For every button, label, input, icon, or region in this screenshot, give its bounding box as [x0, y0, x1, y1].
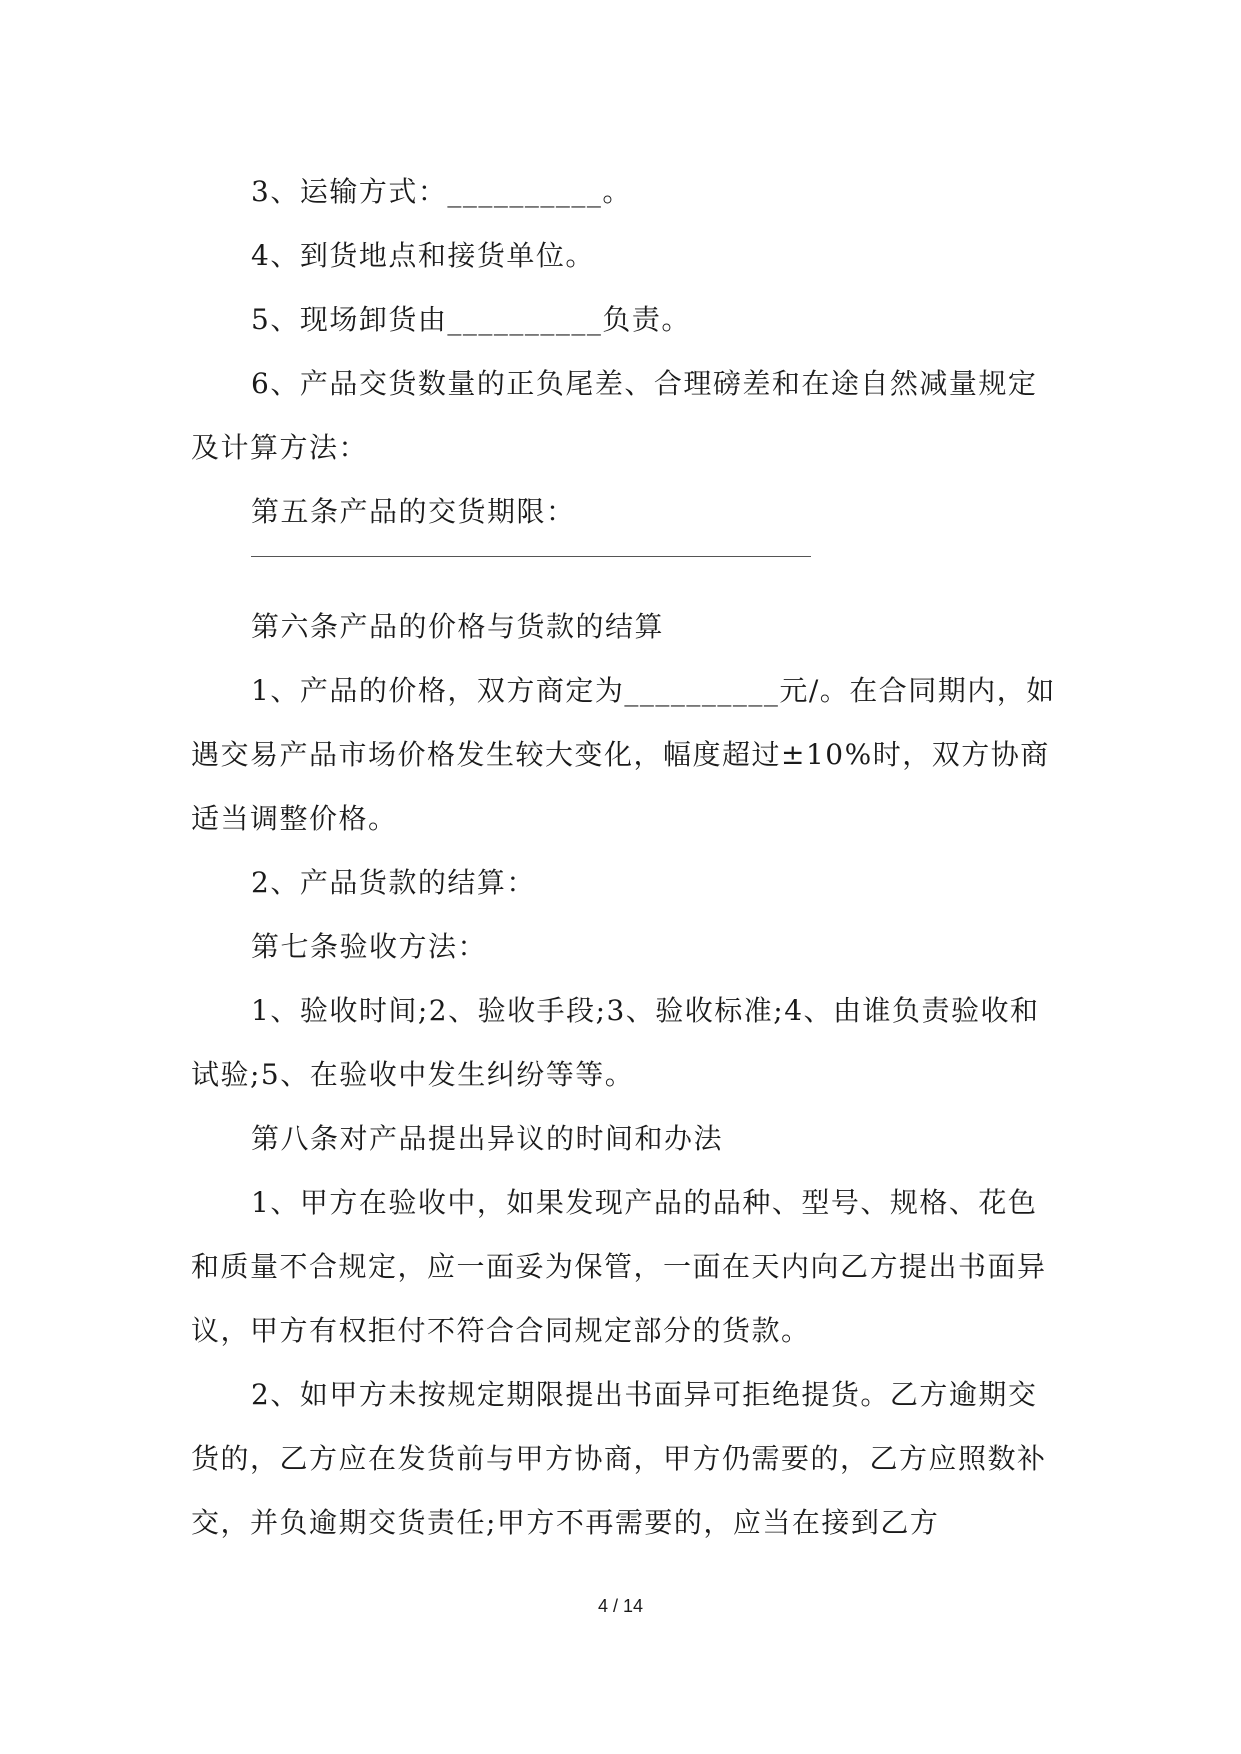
paragraph-objection-2: 2、如甲方未按规定期限提出书面异可拒绝提货。乙方逾期交货的，乙方应在发货前与甲方协商，甲方仍需要的，乙方应照数补交，并负逾期交货责任;甲方不再需要的，应当在接到乙方	[191, 1378, 1047, 1539]
page-number: 4 / 14	[597, 1596, 644, 1616]
paragraph-transport-method: 3、运输方式：__________。	[251, 175, 632, 208]
paragraph-delivery-location: 4、到货地点和接货单位。	[251, 239, 595, 272]
paragraph-quantity-tolerance: 6、产品交货数量的正负尾差、合理磅差和在途自然减量规定及计算方法：	[191, 367, 1038, 464]
paragraph-product-price: 1、产品的价格，双方商定为__________元/。在合同期内，如遇交易产品市场价格发生较大变化，幅度超过±10%时，双方协商适当调整价格。	[191, 674, 1056, 835]
heading-article-6: 第六条产品的价格与货款的结算	[251, 610, 665, 643]
heading-article-7: 第七条验收方法：	[251, 930, 488, 963]
paragraph-unloading: 5、现场卸货由__________负责。	[251, 303, 691, 336]
heading-article-8: 第八条对产品提出异议的时间和办法	[251, 1122, 724, 1155]
blank-fill-line	[251, 556, 811, 557]
paragraph-objection-1: 1、甲方在验收中，如果发现产品的品种、型号、规格、花色和质量不合规定，应一面妥为保管，一面在天内向乙方提出书面异议，甲方有权拒付不符合合同规定部分的货款。	[191, 1186, 1047, 1347]
heading-article-5: 第五条产品的交货期限：	[251, 495, 576, 528]
paragraph-payment-settlement: 2、产品货款的结算：	[251, 866, 536, 899]
document-body	[191, 160, 1061, 1555]
paragraph-inspection-items: 1、验收时间;2、验收手段;3、验收标准;4、由谁负责验收和试验;5、在验收中发生纠纷等等。	[191, 994, 1040, 1091]
